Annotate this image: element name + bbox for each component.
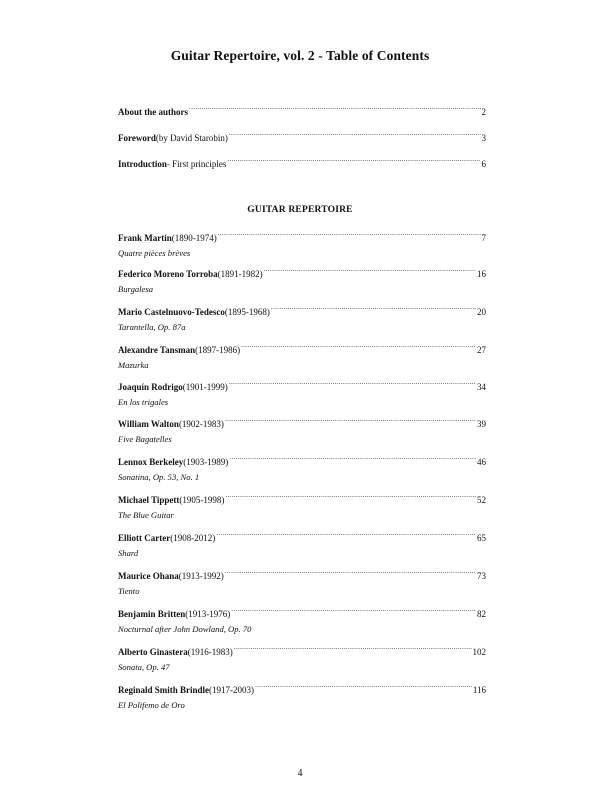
composer-dates: (1916-1983) [187, 647, 233, 657]
work-title: Sonata, Op. 47 [118, 662, 170, 672]
composer-dates: (1897-1986) [195, 345, 241, 355]
composer-name: Federico Moreno Torroba [118, 269, 218, 279]
dot-leader [241, 341, 476, 353]
entry-page-number: 82 [477, 609, 486, 619]
composer-dates: (1913-1976) [185, 609, 231, 619]
work-title: Five Bagatelles [118, 434, 172, 444]
composer-dates: (1905-1998) [179, 495, 225, 505]
composer-name: Mario Castelnuovo-Tedesco [118, 307, 225, 317]
dot-leader [218, 229, 481, 241]
work-title: Shard [118, 548, 139, 558]
composer-dates: (1890-1974) [171, 233, 217, 243]
toc-entry-introduction[interactable] [118, 155, 486, 170]
composer-name: Lennox Berkeley [118, 457, 184, 467]
dot-leader [227, 155, 480, 167]
composer-name: Michael Tippett [118, 495, 180, 505]
entry-page-number: 65 [477, 533, 486, 543]
entry-name: About the authors [118, 107, 189, 117]
entry-page-number: 116 [472, 685, 486, 695]
composer-name: Joaquín Rodrigo [118, 382, 183, 392]
composer-dates: (1895-1968) [224, 307, 270, 317]
dot-leader [225, 567, 476, 579]
toc-entry-repertoire[interactable] [118, 605, 486, 635]
dot-leader [234, 643, 472, 655]
entry-detail: (by David Starobin) [155, 133, 228, 143]
entry-page-number: 2 [481, 107, 486, 117]
toc-entry-repertoire[interactable] [118, 567, 486, 597]
work-title: Tiento [118, 586, 140, 596]
dot-leader [225, 491, 476, 503]
composer-name: Alberto Ginastera [118, 647, 188, 657]
dot-leader [255, 681, 472, 693]
composer-dates: (1891-1982) [217, 269, 263, 279]
entry-page-number: 16 [477, 269, 486, 279]
toc-entry-repertoire[interactable] [118, 491, 486, 521]
dot-leader [229, 129, 481, 141]
toc-entry-repertoire[interactable] [118, 415, 486, 445]
entry-name: Foreword [118, 133, 156, 143]
toc-entry-repertoire[interactable] [118, 341, 486, 371]
composer-name: Benjamin Britten [118, 609, 186, 619]
composer-dates: (1901-1999) [182, 382, 228, 392]
work-title: Burgalesa [118, 284, 154, 294]
dot-leader [264, 265, 476, 277]
composer-name: William Walton [118, 419, 179, 429]
work-title: The Blue Guitar [118, 510, 174, 520]
dot-leader [229, 378, 476, 390]
entry-page-number: 46 [477, 457, 486, 467]
composer-dates: (1902-1983) [178, 419, 224, 429]
dot-leader [189, 103, 480, 115]
section-heading: GUITAR REPERTOIRE [247, 205, 353, 215]
toc-entry-repertoire[interactable] [118, 681, 486, 711]
entry-page-number: 39 [477, 419, 486, 429]
entry-page-number: 3 [481, 133, 486, 143]
entry-page-number: 102 [472, 647, 486, 657]
composer-dates: (1908-2012) [170, 533, 216, 543]
dot-leader [271, 303, 476, 315]
toc-entry-repertoire[interactable] [118, 453, 486, 483]
composer-dates: (1917-2003) [209, 685, 255, 695]
toc-entry-about-authors[interactable] [118, 103, 486, 118]
toc-entry-repertoire[interactable] [118, 229, 486, 259]
toc-entry-repertoire[interactable] [118, 303, 486, 333]
composer-name: Alexandre Tansman [118, 345, 196, 355]
work-title: Nocturnal after John Dowland, Op. 70 [118, 624, 252, 634]
composer-name: Maurice Ohana [118, 571, 179, 581]
dot-leader [225, 415, 476, 427]
toc-entry-repertoire[interactable] [118, 265, 486, 295]
entry-page-number: 27 [477, 345, 486, 355]
toc-entry-repertoire[interactable] [118, 378, 486, 408]
entry-detail: - First principles [166, 159, 227, 169]
entry-name: Introduction [118, 159, 167, 169]
work-title: El Polifemo de Oro [118, 700, 185, 710]
entry-page-number: 52 [477, 495, 486, 505]
work-title: Tarantella, Op. 87a [118, 322, 186, 332]
page-title: Guitar Repertoire, vol. 2 - Table of Contents [170, 48, 430, 63]
work-title: Mazurka [118, 360, 149, 370]
composer-dates: (1903-1989) [183, 457, 229, 467]
toc-entry-foreword[interactable] [118, 129, 486, 144]
toc-entry-repertoire[interactable] [118, 643, 486, 673]
composer-name: Reginald Smith Brindle [118, 685, 210, 695]
entry-page-number: 34 [477, 382, 486, 392]
composer-name: Frank Martin [118, 233, 172, 243]
work-title: Quatre pièces brèves [118, 248, 191, 258]
work-title: En los trigales [118, 397, 169, 407]
dot-leader [231, 605, 476, 617]
entry-page-number: 7 [481, 233, 486, 243]
composer-dates: (1913-1992) [178, 571, 224, 581]
dot-leader [229, 453, 476, 465]
toc-entry-repertoire[interactable] [118, 529, 486, 559]
page-number: 4 [297, 768, 303, 779]
entry-page-number: 6 [481, 159, 486, 169]
entry-page-number: 20 [477, 307, 486, 317]
dot-leader [216, 529, 476, 541]
entry-page-number: 73 [477, 571, 486, 581]
composer-name: Elliott Carter [118, 533, 171, 543]
work-title: Sonatina, Op. 53, No. 1 [118, 472, 200, 482]
